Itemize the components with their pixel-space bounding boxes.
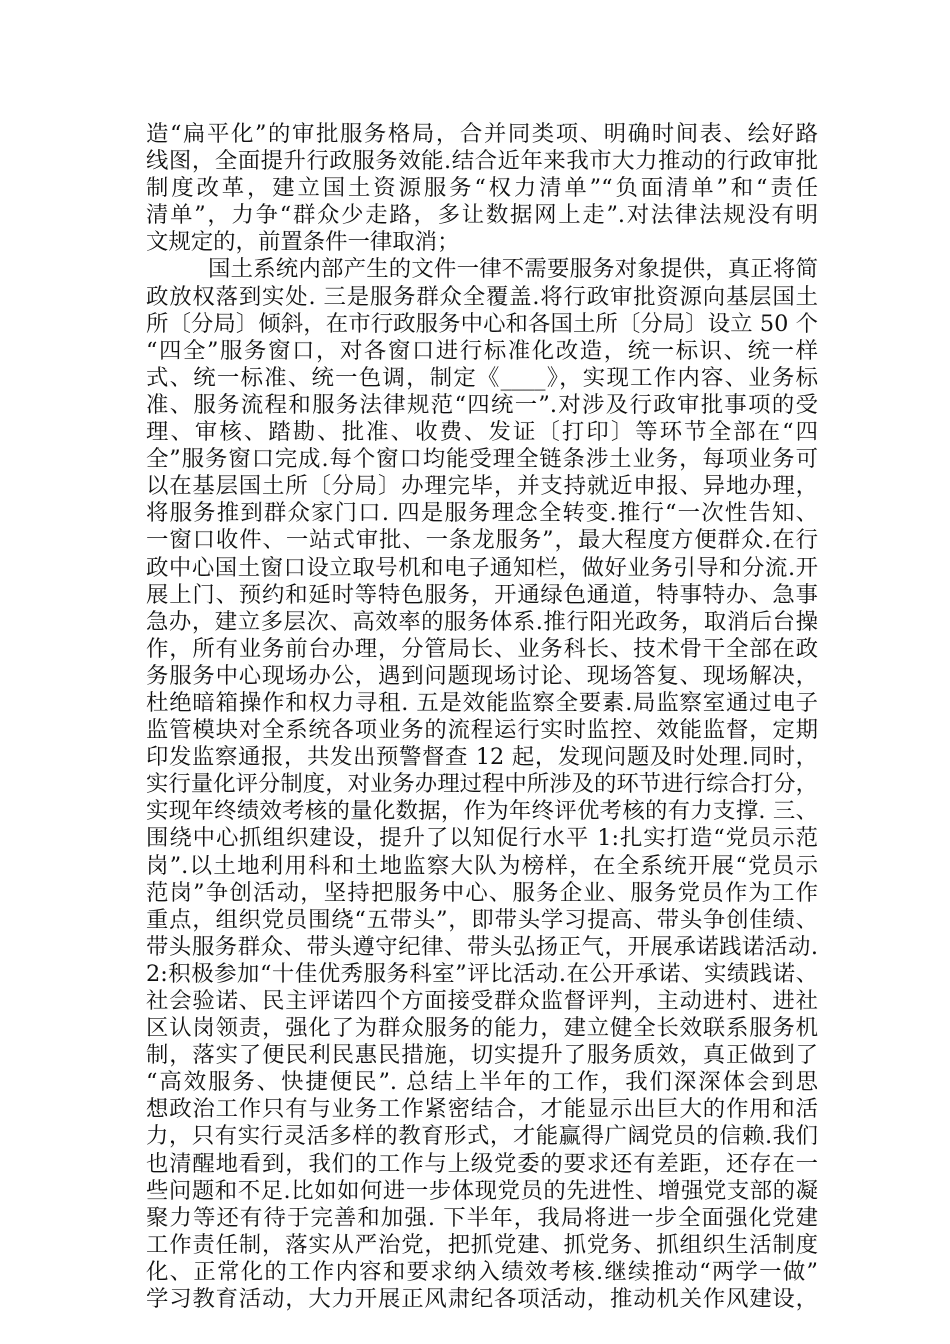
text-line: 实行量化评分制度，对业务办理过程中所涉及的环节进行综合打分， <box>146 771 818 798</box>
text-line: 杜绝暗箱操作和权力寻租. 五是效能监察全要素.局监察室通过电子 <box>146 689 818 716</box>
text-line: 文规定的，前置条件一律取消； <box>146 229 460 256</box>
text-line: 监管模块对全系统各项业务的流程运行实时监控、效能监督，定期 <box>146 717 818 744</box>
text-line: 区认岗领责，强化了为群众服务的能力，建立健全长效联系服务机 <box>146 1015 818 1042</box>
text-line: 清单”，力争“群众少走路，多让数据网上走”.对法律法规没有明 <box>146 202 818 229</box>
text-line: 展上门、预约和延时等特色服务，开通绿色通道，特事特办、急事 <box>146 581 818 608</box>
text-line: 政放权落到实处. 三是服务群众全覆盖.将行政审批资源向基层国土 <box>146 283 818 310</box>
text-line: 力，只有实行灵活多样的教育形式，才能赢得广阔党员的信赖.我们 <box>146 1123 818 1150</box>
text-line: 工作责任制，落实从严治党，把抓党建、抓党务、抓组织生活制度 <box>146 1231 818 1258</box>
text-line: 准、服务流程和服务法律规范“四统一”.对涉及行政审批事项的受 <box>146 391 818 418</box>
text-line: 式、统一标准、统一色调，制定《____》，实现工作内容、业务标 <box>146 364 818 391</box>
text-line: 急办，建立多层次、高效率的服务体系.推行阳光政务，取消后台操 <box>146 608 818 635</box>
text-line: 制度改革，建立国土资源服务“权力清单”“负面清单”和“责任 <box>146 175 818 202</box>
text-line: 化、正常化的工作内容和要求纳入绩效考核.继续推动“两学一做” <box>146 1258 818 1285</box>
text-line: 社会验诺、民主评诺四个方面接受群众监督评判，主动进村、进社 <box>146 988 818 1014</box>
text-line: 想政治工作只有与业务工作紧密结合，才能显示出巨大的作用和活 <box>146 1096 818 1123</box>
text-line: “四全”服务窗口，对各窗口进行标准化改造，统一标识、统一样 <box>146 337 818 364</box>
text-line: 制，落实了便民利民惠民措施，切实提升了服务质效，真正做到了 <box>146 1042 818 1069</box>
text-line: 以在基层国土所〔分局〕办理完毕，并支持就近申报、异地办理， <box>146 473 818 500</box>
text-line: 全”服务窗口完成.每个窗口均能受理全链条涉土业务，每项业务可 <box>146 446 818 473</box>
text-line: 线图，全面提升行政服务效能.结合近年来我市大力推动的行政审批 <box>146 148 818 175</box>
text-line: 作，所有业务前台办理，分管局长、业务科长、技术骨干全部在政 <box>146 635 818 662</box>
text-line: 带头服务群众、带头遵守纪律、带头弘扬正气，开展承诺践诺活动. <box>146 933 818 960</box>
text-line: 范岗”争创活动，坚持把服务中心、服务企业、服务党员作为工作 <box>146 879 818 906</box>
text-line: 也清醒地看到，我们的工作与上级党委的要求还有差距，还存在一 <box>146 1150 818 1177</box>
text-line: 些问题和不足.比如如何进一步体现党员的先进性、增强党支部的凝 <box>146 1177 818 1204</box>
text-line: 理、审核、踏勘、批准、收费、发证〔打印〕等环节全部在“四 <box>146 419 818 446</box>
text-line: 聚力等还有待于完善和加强. 下半年，我局将进一步全面强化党建 <box>146 1204 818 1231</box>
text-line: 所〔分局〕倾斜，在市行政服务中心和各国土所〔分局〕设立 50 个 <box>146 310 818 337</box>
text-line: 重点，组织党员围绕“五带头”，即带头学习提高、带头争创佳绩、 <box>146 906 818 933</box>
text-line: 将服务推到群众家门口. 四是服务理念全转变.推行“一次性告知、 <box>146 500 818 527</box>
text-line: 政中心国土窗口设立取号机和电子通知栏，做好业务引导和分流.开 <box>146 554 818 581</box>
text-line: “高效服务、快捷便民”. 总结上半年的工作，我们深深体会到思 <box>146 1069 818 1096</box>
text-line: 岗”.以土地利用科和土地监察大队为榜样，在全系统开展“党员示 <box>146 852 818 879</box>
text-line: 造“扁平化”的审批服务格局，合并同类项、明确时间表、绘好路 <box>146 121 818 147</box>
text-line: 一窗口收件、一站式审批、一条龙服务”，最大程度方便群众.在行 <box>146 527 818 554</box>
text-line: 国土系统内部产生的文件一律不需要服务对象提供，真正将简 <box>208 256 818 283</box>
text-line: 印发监察通报，共发出预警督查 12 起，发现问题及时处理.同时， <box>146 744 818 771</box>
text-line: 务服务中心现场办公，遇到问题现场讨论、现场答复、现场解决， <box>146 662 818 689</box>
text-line: 实现年终绩效考核的量化数据，作为年终评优考核的有力支撑. 三、 <box>146 798 818 825</box>
body-text <box>146 121 818 1313</box>
text-line: 学习教育活动，大力开展正风肃纪各项活动，推动机关作风建设， <box>146 1286 818 1313</box>
text-line: 围绕中心抓组织建设，提升了以知促行水平 1:扎实打造“党员示范 <box>146 825 818 852</box>
text-line: 2:积极参加“十佳优秀服务科室”评比活动.在公开承诺、实绩践诺、 <box>146 960 818 987</box>
